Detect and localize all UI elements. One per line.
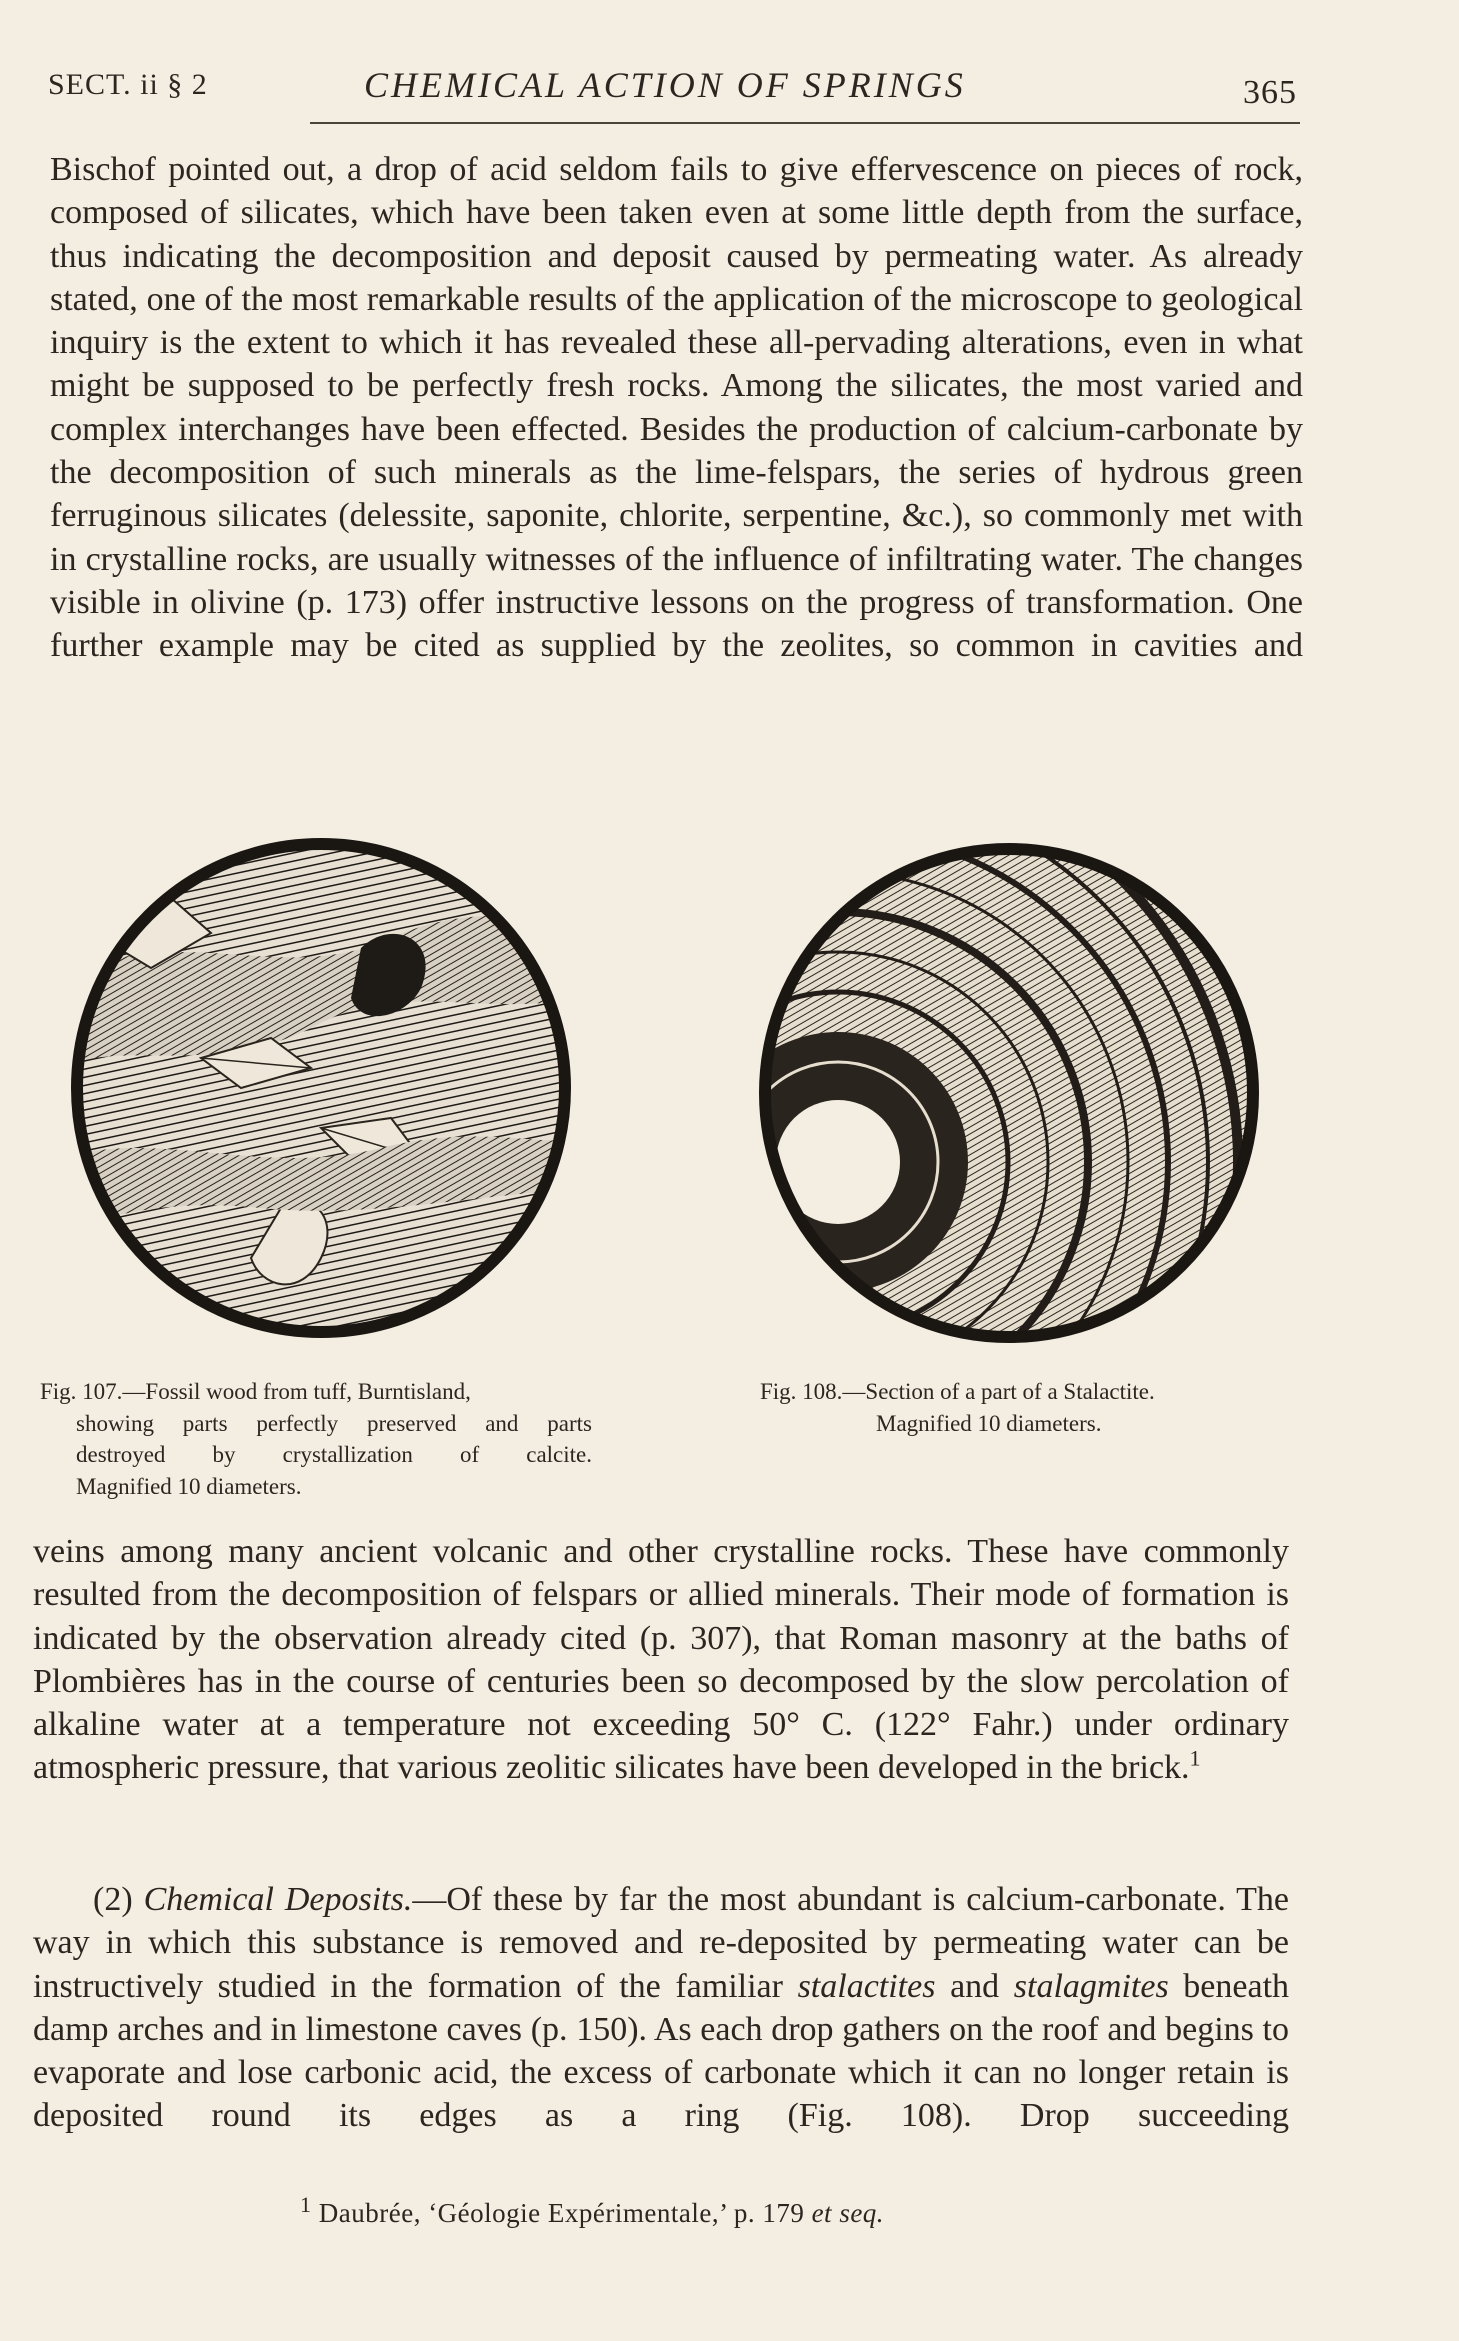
footnote-mark: 1 — [300, 2192, 312, 2217]
running-header — [48, 62, 1299, 112]
paragraph-chemical-deposits — [33, 1878, 1289, 2138]
footnote — [300, 2192, 885, 2229]
paragraph-text: beneath damp arches and in limestone caves (p. 150). As each drop gathers on the roof and begins to evaporate and lose carbonic acid, the excess of carbonate which it can no longer retain is deposited round its edges as a ring (Fig. 108). Drop succeeding — [33, 1967, 1290, 2135]
figure-108-stalactite — [748, 832, 1270, 1354]
figure-107-fossil-wood — [61, 828, 581, 1348]
figure-108-caption — [760, 1376, 1280, 1439]
section-heading: Chemical Deposits. — [143, 1881, 413, 1918]
page-number: 365 — [1243, 74, 1297, 111]
footnote-italic: et seq. — [811, 2198, 885, 2228]
caption-line: Magnified 10 diameters. — [876, 1410, 1102, 1436]
paragraph-text: —Of these by far the most abundant is calcium-carbonate. The way in which this substance is removed and re-deposited by permeating water can be instructively studied in the formation of the familiar — [33, 1881, 1290, 2005]
header-section: SECT. ii § 2 — [48, 68, 208, 101]
caption-line: showing parts perfectly preserved and parts — [76, 1410, 592, 1436]
term-stalactites: stalactites — [797, 1967, 936, 2005]
paragraph-text: and — [950, 1967, 1000, 2005]
section-number: (2) — [93, 1881, 133, 1918]
footnote-reference[interactable]: 1 — [1189, 1746, 1201, 1772]
paragraph-zeolites-text: veins among many ancient volcanic and other crystalline rocks. These have commonly resulted from the decomposition of felspars or allied minerals. Their mode of formation is indicated by the observation already cited (p. 307), that Roman masonry at the baths of Plombières has in the course of centuries been so decomposed by the slow percolation of alkaline water at a temperature not exceeding 50° C. (122° Fahr.) under ordinary atmospheric pressure, that various zeolitic silicates have been developed in the brick. — [33, 1533, 1289, 1787]
caption-line: Fig. 108.—Section of a part of a Stalactite. — [760, 1379, 1155, 1404]
header-rule — [310, 122, 1300, 124]
figure-107-caption — [40, 1376, 592, 1502]
caption-line: Fig. 107.—Fossil wood from tuff, Burntisland, — [40, 1379, 471, 1404]
fossil-wood-illustration — [61, 828, 581, 1348]
caption-line: destroyed by crystallization of calcite. — [76, 1442, 592, 1467]
header-title: CHEMICAL ACTION OF SPRINGS — [364, 65, 966, 105]
term-stalagmites: stalagmites — [1013, 1967, 1169, 2005]
stalactite-section-illustration — [748, 832, 1270, 1354]
paragraph-top: Bischof pointed out, a drop of acid seldom fails to give effervescence on pieces of rock, composed of silicates, which have been taken even at some little depth from the surface, thus indicating the decomposition and deposit caused by permeating water. As already stated, one of the most remarkable results of the application of the microscope to geological inquiry is the extent to which it has revealed these all-pervading alterations, even in what might be supposed to be perfectly fresh rocks. Among the silicates, the most varied and complex interchanges have been effected. Besides the production of calcium-carbonate by the decomposition of such minerals as the lime-felspars, the series of hydrous green ferruginous silicates (delessite, saponite, chlorite, serpentine, &c.), so commonly met with in crystalline rocks, are usually witnesses of the influence of infiltrating water. The changes visible in olivine (p. 173) offer instructive lessons on the progress of transformation. One further example may be cited as supplied by the zeolites, so common in cavities and — [50, 151, 1303, 665]
caption-line: Magnified 10 diameters. — [76, 1473, 302, 1499]
footnote-text: Daubrée, ‘Géologie Expérimentale,’ p. 179 — [318, 2198, 805, 2228]
paragraph-zeolites — [33, 1530, 1289, 1790]
